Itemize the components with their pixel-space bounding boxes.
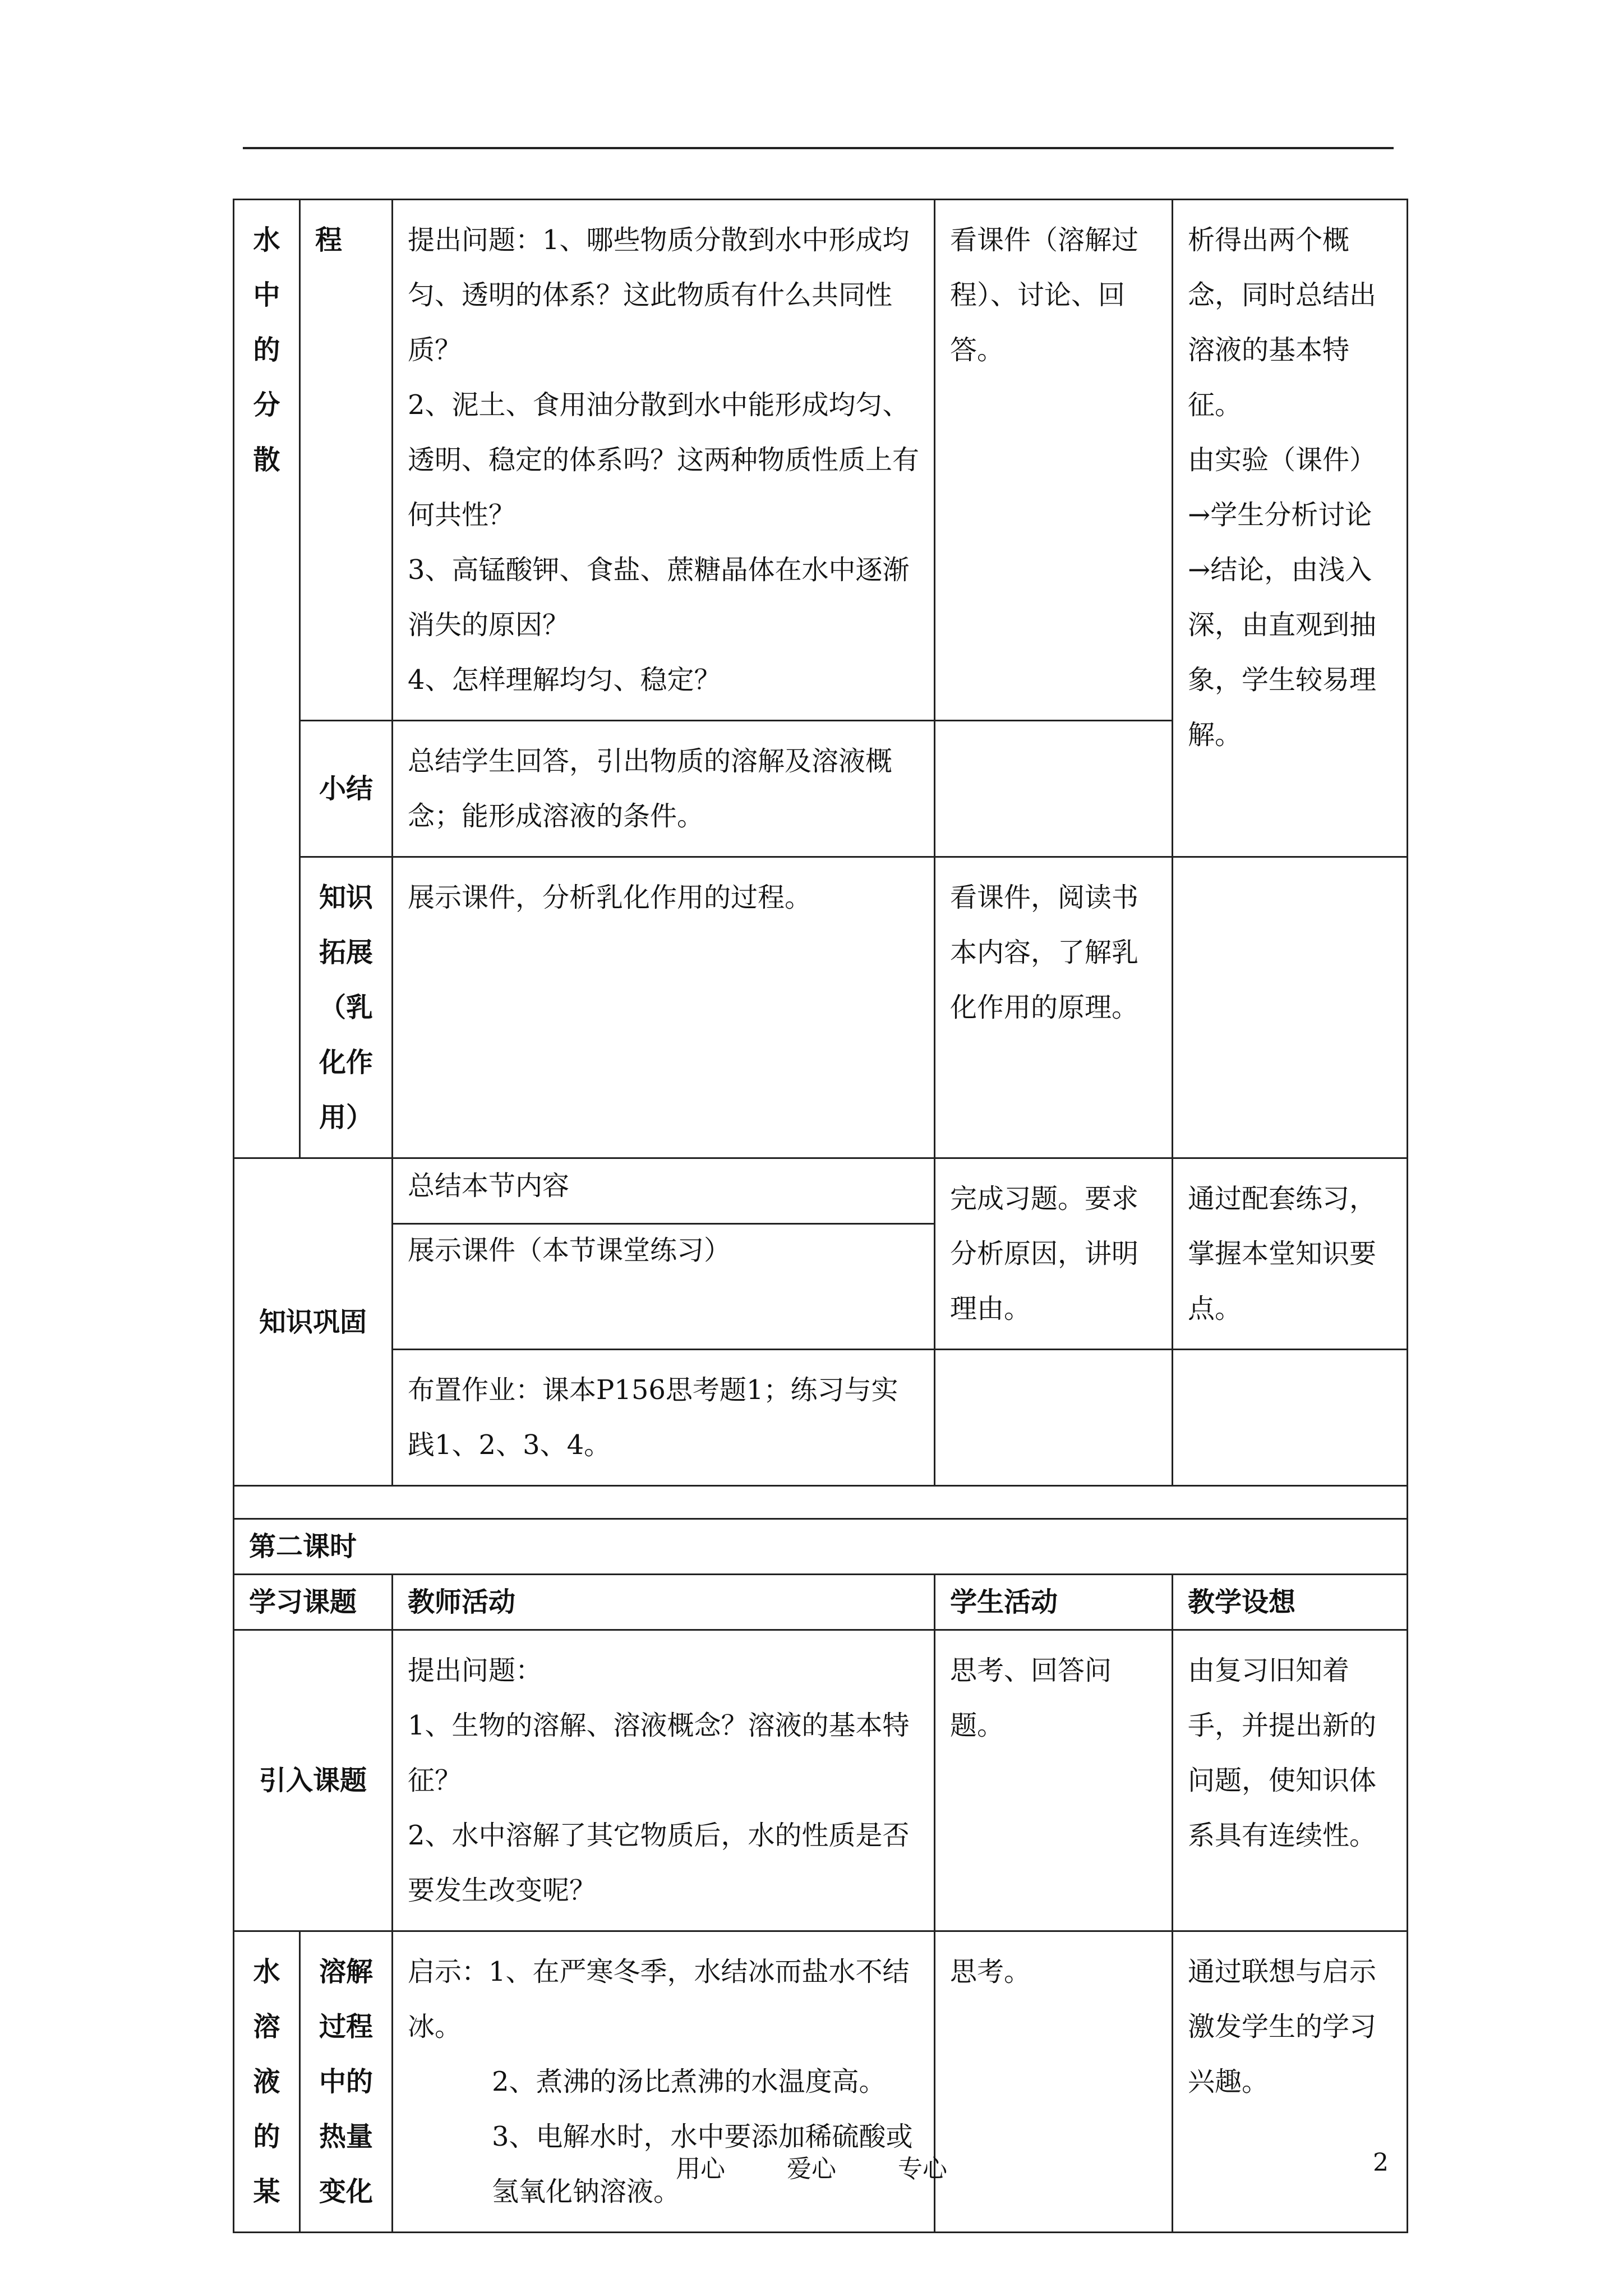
- table-row: [234, 857, 1408, 1158]
- header-rule: [243, 147, 1394, 149]
- topic-cell-consolidation: 知识巩固: [234, 1158, 393, 1486]
- student-activity-cell: [935, 721, 1173, 857]
- topic-cell-dispersion: 水 中 的 分 散: [234, 200, 300, 1158]
- student-activity-cell: 看课件，阅读书本内容，了解乳化作用的原理。: [935, 857, 1173, 1158]
- stage-cell: 程: [300, 200, 393, 721]
- teacher-activity-cell: 启示：1、在严寒冬季，水结冰而盐水不结冰。 2、煮沸的汤比煮沸的水温度高。 3、电解水时，水中要添加稀硫酸或氢氧化钠溶液。: [393, 1931, 935, 2233]
- teacher-activity-cell: 提出问题： 1、生物的溶解、溶液概念？溶液的基本特征？ 2、水中溶解了其它物质后，水的性质是否要发生改变呢？: [393, 1630, 935, 1931]
- teacher-activity-cell: 提出问题：1、哪些物质分散到水中形成均匀、透明的体系？这此物质有什么共同性质？ 2、泥土、食用油分散到水中能形成均匀、透明、稳定的体系吗？这两种物质性质上有何共性？ 3、高锰酸钾、食盐、蔗糖晶体在水中逐渐消失的原因？ 4、怎样理解均匀、稳定？: [393, 200, 935, 721]
- table-row: [234, 1519, 1408, 1575]
- design-cell: [1173, 1350, 1408, 1486]
- topic-cell-solution: 水 溶 液 的 某: [234, 1931, 300, 2233]
- table-row: [234, 200, 1408, 721]
- teacher-activity-cell: 展示课件（本节课堂练习）: [393, 1223, 935, 1349]
- table-row: [234, 1158, 1408, 1224]
- lesson-plan-table: [233, 199, 1408, 2233]
- stage-cell-summary: 小结: [300, 721, 393, 857]
- student-activity-cell: 思考。: [935, 1931, 1173, 2233]
- header-teacher: 教师活动: [393, 1575, 935, 1630]
- second-lesson-title: 第二课时: [234, 1519, 1408, 1575]
- header-topic: 学习课题: [234, 1575, 393, 1630]
- stage-cell-heat: 溶解 过程 中的 热量 变化: [300, 1931, 393, 2233]
- page-number: 2: [1373, 2148, 1389, 2177]
- teacher-activity-cell-homework: 布置作业：课本P156思考题1；练习与实践1、2、3、4。: [393, 1350, 935, 1486]
- footer-item: 专心: [898, 2155, 947, 2183]
- teacher-activity-cell: 展示课件，分析乳化作用的过程。: [393, 857, 935, 1158]
- table-row: [234, 1350, 1408, 1486]
- footer-item: 用心: [676, 2155, 725, 2183]
- student-activity-cell: [935, 1350, 1173, 1486]
- student-activity-cell: 完成习题。要求分析原因，讲明理由。: [935, 1158, 1173, 1350]
- design-cell: 析得出两个概念，同时总结出溶液的基本特征。 由实验（课件）→学生分析讨论→结论，由浅入深，由直观到抽象，学生较易理解。: [1173, 200, 1408, 857]
- table-row: [234, 1931, 1408, 2233]
- design-cell: 由复习旧知着手，并提出新的问题，使知识体系具有连续性。: [1173, 1630, 1408, 1931]
- teacher-activity-cell: 总结学生回答，引出物质的溶解及溶液概念；能形成溶液的条件。: [393, 721, 935, 857]
- header-design: 教学设想: [1173, 1575, 1408, 1630]
- design-cell: 通过配套练习，掌握本堂知识要点。: [1173, 1158, 1408, 1350]
- student-activity-cell: 看课件（溶解过程）、讨论、回答。: [935, 200, 1173, 721]
- table-header-row: [234, 1575, 1408, 1630]
- teacher-activity-cell: 总结本节内容: [393, 1158, 935, 1224]
- topic-cell-intro: 引入课题: [234, 1630, 393, 1931]
- stage-cell-extension: 知识 拓展 （乳 化作 用）: [300, 857, 393, 1158]
- table-row: [234, 1630, 1408, 1931]
- footer-item: 爱心: [787, 2155, 836, 2183]
- empty-cell: [234, 1486, 1408, 1519]
- student-activity-cell: 思考、回答问题。: [935, 1630, 1173, 1931]
- design-cell: [1173, 857, 1408, 1158]
- header-student: 学生活动: [935, 1575, 1173, 1630]
- design-cell: 通过联想与启示激发学生的学习兴趣。: [1173, 1931, 1408, 2233]
- table-row-empty: [234, 1486, 1408, 1519]
